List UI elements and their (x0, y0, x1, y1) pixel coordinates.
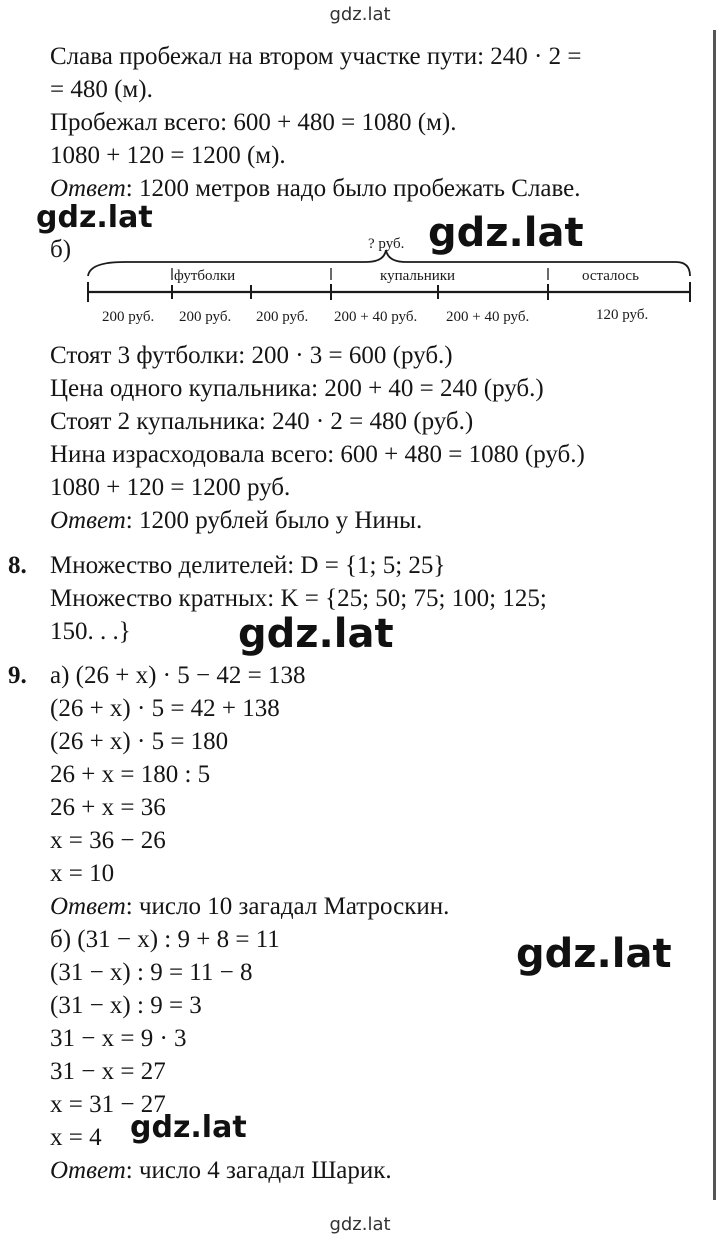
equation-line: 26 + x = 180 : 5 (50, 761, 211, 788)
solution-line: Слава пробежал на втором участке пути: 240 · 2 = (50, 43, 582, 70)
solution-line: 150. . .} (50, 618, 131, 645)
equation-line: (31 − x) : 9 = 3 (50, 992, 202, 1019)
part-b-label: б) (50, 236, 72, 263)
equation-line: б) (31 − x) : 9 + 8 = 11 (50, 926, 280, 953)
equation-line: (31 − x) : 9 = 11 − 8 (50, 959, 253, 986)
equation-line: x = 10 (50, 860, 115, 887)
segment-value: 200 руб. (179, 309, 232, 325)
answer-label: Ответ (50, 175, 126, 202)
page-edge-line (713, 30, 716, 1200)
equation-line: (26 + x) · 5 = 42 + 138 (50, 695, 280, 722)
equation-line: 31 − x = 9 · 3 (50, 1025, 187, 1052)
answer-text: : 1200 метров надо было пробежать Славе. (125, 175, 581, 202)
answer-text: : число 10 загадал Матроскин. (125, 893, 450, 920)
watermark: gdz.lat (238, 611, 394, 657)
solution-line: Стоят 3 футболки: 200 · 3 = 600 (руб.) (50, 342, 453, 369)
watermark-bottom: gdz.lat (329, 1214, 391, 1235)
watermark: gdz.lat (428, 210, 584, 256)
segment-label-shirts: футболки (174, 268, 236, 284)
total-label: ? руб. (368, 236, 405, 252)
answer-label: Ответ (50, 507, 126, 534)
segment-diagram (84, 232, 704, 332)
answer-text: : число 4 загадал Шарик. (125, 1157, 392, 1184)
segment-value: 200 + 40 руб. (446, 309, 530, 325)
segment-label-remaining: осталось (582, 268, 639, 284)
watermark: gdz.lat (36, 200, 153, 235)
equation-line: (26 + x) · 5 = 180 (50, 728, 229, 755)
solution-line: Пробежал всего: 600 + 480 = 1080 (м). (50, 109, 457, 136)
equation-line: x = 36 − 26 (50, 827, 166, 854)
task-number: 9. (8, 662, 27, 689)
answer-line (50, 1158, 392, 1183)
watermark: gdz.lat (516, 931, 672, 977)
segment-value: 120 руб. (596, 307, 649, 323)
answer-line (50, 894, 449, 919)
segment-value: 200 руб. (256, 309, 309, 325)
answer-line (50, 508, 422, 533)
segment-value: 200 руб. (102, 309, 155, 325)
equation-line: x = 4 (50, 1124, 102, 1151)
task-number: 8. (8, 552, 27, 579)
solution-line: 1080 + 120 = 1200 руб. (50, 474, 291, 501)
answer-text: : 1200 рублей было у Нины. (125, 507, 423, 534)
equation-line: 26 + x = 36 (50, 794, 166, 821)
answer-label: Ответ (50, 893, 126, 920)
solution-line: = 480 (м). (50, 76, 153, 103)
answer-line (50, 176, 581, 201)
segment-value: 200 + 40 руб. (334, 309, 418, 325)
segment-label-swimsuits: купальники (380, 268, 456, 284)
answer-label: Ответ (50, 1157, 126, 1184)
equation-line: а) (26 + x) · 5 − 42 = 138 (50, 662, 306, 689)
solution-line: Цена одного купальника: 200 + 40 = 240 (руб.) (50, 375, 544, 402)
solution-line: 1080 + 120 = 1200 (м). (50, 142, 286, 169)
solution-line: Нина израсходовала всего: 600 + 480 = 1080 (руб.) (50, 441, 585, 468)
watermark-top: gdz.lat (329, 4, 391, 25)
solution-line: Стоят 2 купальника: 240 · 2 = 480 (руб.) (50, 408, 474, 435)
equation-line: 31 − x = 27 (50, 1058, 166, 1085)
solution-line: Множество кратных: K = {25; 50; 75; 100; 125; (50, 585, 547, 612)
watermark: gdz.lat (130, 1110, 247, 1145)
solution-line: Множество делителей: D = {1; 5; 25} (50, 552, 446, 579)
equation-line: x = 31 − 27 (50, 1091, 166, 1118)
